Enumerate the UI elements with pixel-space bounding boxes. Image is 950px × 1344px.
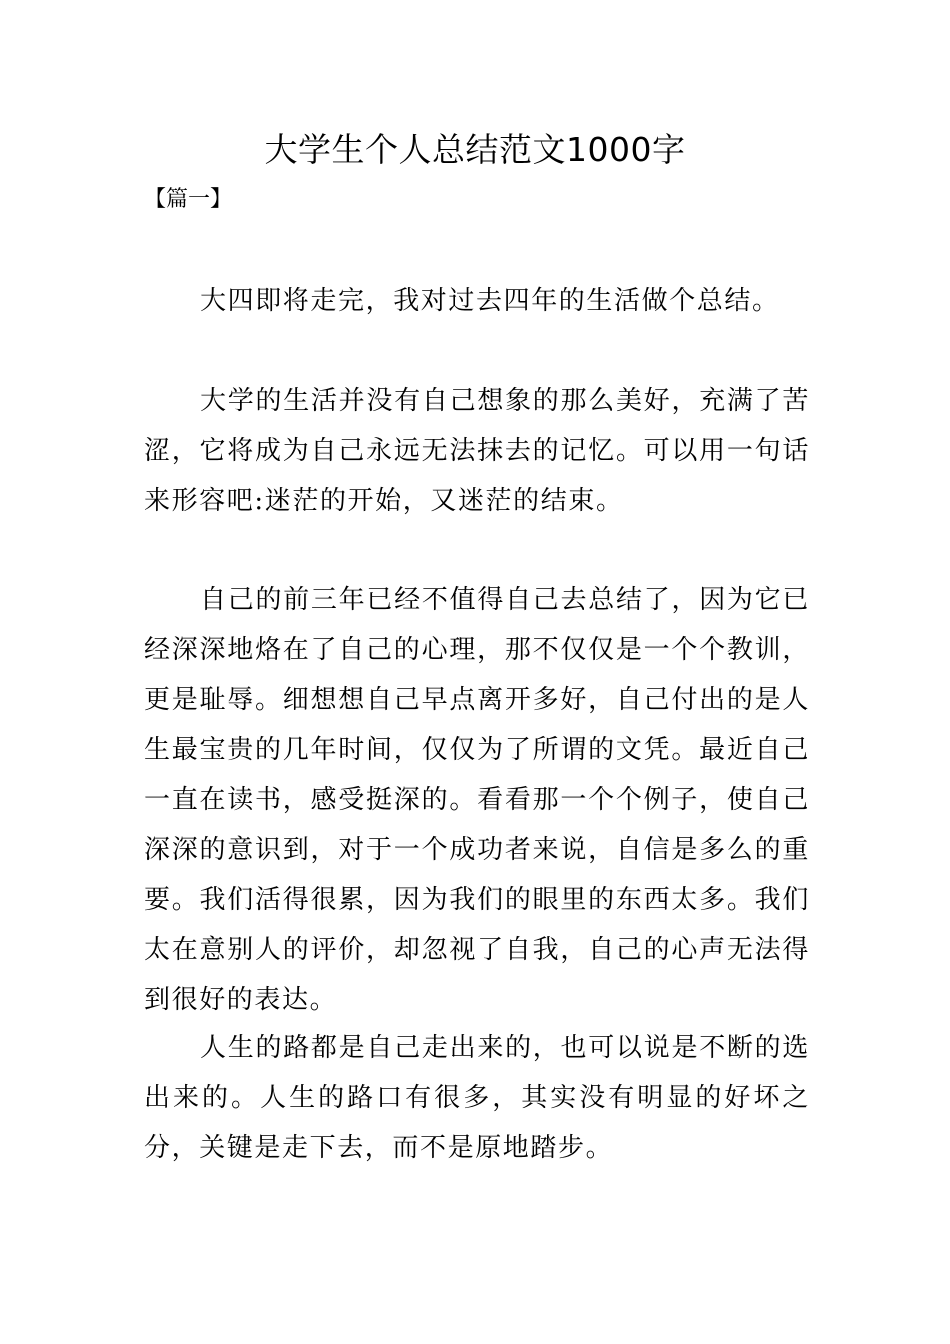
section-label: 【篇一】 (144, 187, 233, 212)
document-title: 大学生个人总结范文1000字 (264, 130, 686, 169)
paragraph-2: 大学的生活并没有自己想象的那么美好，充满了苦涩，它将成为自己永远无法抹去的记忆。可以用一句话来形容吧:迷茫的开始，又迷茫的结束。 (144, 386, 810, 516)
paragraph-3: 自己的前三年已经不值得自己去总结了，因为它已经深深地烙在了自己的心理，那不仅仅是一个个教训，更是耻辱。细想想自己早点离开多好，自己付出的是人生最宝贵的几年时间，仅仅为了所谓的文凭。最近自己一直在读书，感受挺深的。看看那一个个例子，使自己深深的意识到，对于一个成功者来说，自信是多么的重要。我们活得很累，因为我们的眼里的东西太多。我们太在意别人的评价，却忽视了自我，自己的心声无法得到很好的表达。 (144, 585, 810, 1015)
paragraph-4: 人生的路都是自己走出来的，也可以说是不断的选出来的。人生的路口有很多，其实没有明显的好坏之分，关键是走下去，而不是原地踏步。 (144, 1033, 810, 1163)
paragraph-1: 大四即将走完，我对过去四年的生活做个总结。 (200, 286, 780, 316)
